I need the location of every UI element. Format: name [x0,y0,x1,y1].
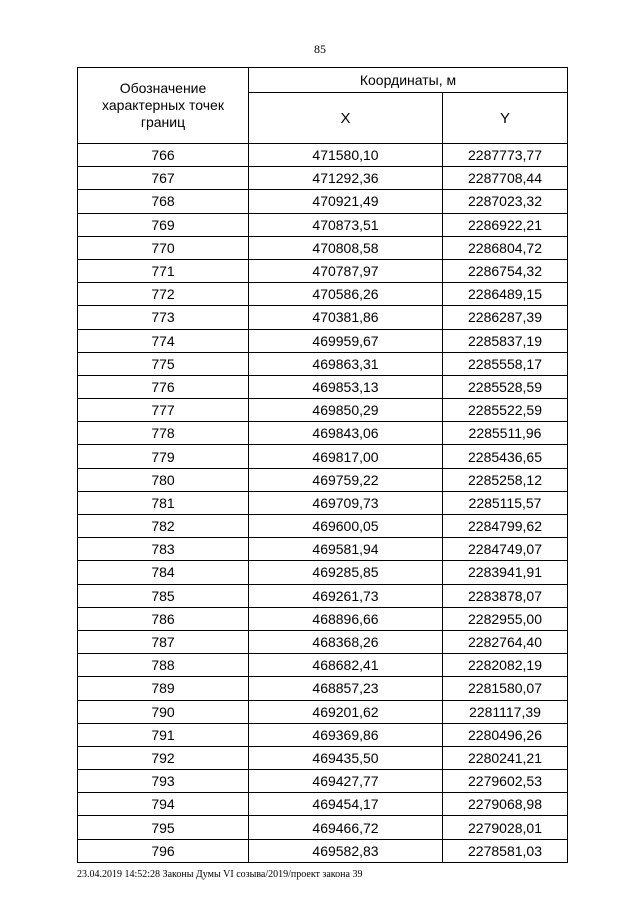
y-coordinate-cell: 2287708,44 [443,167,568,190]
point-number-cell: 783 [78,538,249,561]
point-number-cell: 769 [78,213,249,236]
table-row [78,306,568,329]
table-row [78,700,568,723]
table-row [78,677,568,700]
x-coordinate-cell: 469261,73 [249,584,443,607]
x-coordinate-cell: 469843,06 [249,422,443,445]
point-number-cell: 781 [78,491,249,514]
x-coordinate-cell: 469201,62 [249,700,443,723]
point-number-cell: 770 [78,236,249,259]
table-row [78,144,568,167]
table-row [78,607,568,630]
document-footer: 23.04.2019 14:52:28 Законы Думы VI созыва/2019/проект закона 39 [77,869,363,880]
table-row [78,468,568,491]
x-coordinate-cell: 469369,86 [249,723,443,746]
point-number-cell: 768 [78,190,249,213]
x-coordinate-cell: 470381,86 [249,306,443,329]
y-coordinate-cell: 2284749,07 [443,538,568,561]
table-row [78,839,568,862]
table-row [78,236,568,259]
x-coordinate-cell: 470921,49 [249,190,443,213]
x-coordinate-cell: 470787,97 [249,259,443,282]
y-coordinate-cell: 2283941,91 [443,561,568,584]
x-coordinate-cell: 469759,22 [249,468,443,491]
header-point-designation: Обозначение характерных точек границ [78,68,249,144]
y-coordinate-cell: 2285436,65 [443,445,568,468]
y-coordinate-cell: 2281117,39 [443,700,568,723]
table-row [78,491,568,514]
header-x: X [249,93,443,144]
point-number-cell: 777 [78,399,249,422]
point-number-cell: 787 [78,630,249,653]
y-coordinate-cell: 2285115,57 [443,491,568,514]
table-row [78,630,568,653]
point-number-cell: 794 [78,793,249,816]
point-number-cell: 771 [78,259,249,282]
y-coordinate-cell: 2282955,00 [443,607,568,630]
table-row [78,375,568,398]
x-coordinate-cell: 468682,41 [249,654,443,677]
x-coordinate-cell: 468896,66 [249,607,443,630]
y-coordinate-cell: 2280241,21 [443,746,568,769]
x-coordinate-cell: 469850,29 [249,399,443,422]
y-coordinate-cell: 2287773,77 [443,144,568,167]
y-coordinate-cell: 2286287,39 [443,306,568,329]
x-coordinate-cell: 469285,85 [249,561,443,584]
x-coordinate-cell: 471580,10 [249,144,443,167]
y-coordinate-cell: 2278581,03 [443,839,568,862]
table-row [78,213,568,236]
y-coordinate-cell: 2285837,19 [443,329,568,352]
y-coordinate-cell: 2287023,32 [443,190,568,213]
table-row [78,515,568,538]
y-coordinate-cell: 2281580,07 [443,677,568,700]
x-coordinate-cell: 469435,50 [249,746,443,769]
y-coordinate-cell: 2283878,07 [443,584,568,607]
table-row [78,816,568,839]
y-coordinate-cell: 2285558,17 [443,352,568,375]
point-number-cell: 785 [78,584,249,607]
x-coordinate-cell: 469863,31 [249,352,443,375]
table-row [78,561,568,584]
page-number: 85 [314,42,326,56]
point-number-cell: 766 [78,144,249,167]
table-body [78,144,568,863]
coordinates-table [77,67,568,863]
x-coordinate-cell: 469709,73 [249,491,443,514]
point-number-cell: 784 [78,561,249,584]
point-number-cell: 774 [78,329,249,352]
point-number-cell: 790 [78,700,249,723]
x-coordinate-cell: 469454,17 [249,793,443,816]
y-coordinate-cell: 2282082,19 [443,654,568,677]
point-number-cell: 773 [78,306,249,329]
x-coordinate-cell: 468368,26 [249,630,443,653]
point-number-cell: 779 [78,445,249,468]
table-row [78,399,568,422]
point-number-cell: 786 [78,607,249,630]
point-number-cell: 796 [78,839,249,862]
table-row [78,793,568,816]
y-coordinate-cell: 2286754,32 [443,259,568,282]
point-number-cell: 775 [78,352,249,375]
x-coordinate-cell: 470873,51 [249,213,443,236]
point-number-cell: 791 [78,723,249,746]
y-coordinate-cell: 2285522,59 [443,399,568,422]
x-coordinate-cell: 471292,36 [249,167,443,190]
y-coordinate-cell: 2279068,98 [443,793,568,816]
y-coordinate-cell: 2286489,15 [443,283,568,306]
point-number-cell: 776 [78,375,249,398]
table-row [78,167,568,190]
table-row [78,352,568,375]
table-row [78,654,568,677]
x-coordinate-cell: 469600,05 [249,515,443,538]
y-coordinate-cell: 2284799,62 [443,515,568,538]
table-row [78,259,568,282]
y-coordinate-cell: 2285511,96 [443,422,568,445]
x-coordinate-cell: 470586,26 [249,283,443,306]
point-number-cell: 778 [78,422,249,445]
y-coordinate-cell: 2285528,59 [443,375,568,398]
table-header [78,68,568,144]
point-number-cell: 772 [78,283,249,306]
point-number-cell: 793 [78,770,249,793]
y-coordinate-cell: 2286804,72 [443,236,568,259]
x-coordinate-cell: 469427,77 [249,770,443,793]
x-coordinate-cell: 470808,58 [249,236,443,259]
y-coordinate-cell: 2279028,01 [443,816,568,839]
x-coordinate-cell: 469853,13 [249,375,443,398]
table-row [78,329,568,352]
point-number-cell: 782 [78,515,249,538]
point-number-cell: 767 [78,167,249,190]
point-number-cell: 788 [78,654,249,677]
x-coordinate-cell: 469959,67 [249,329,443,352]
x-coordinate-cell: 468857,23 [249,677,443,700]
table-row [78,584,568,607]
table-row [78,770,568,793]
point-number-cell: 789 [78,677,249,700]
y-coordinate-cell: 2280496,26 [443,723,568,746]
x-coordinate-cell: 469581,94 [249,538,443,561]
y-coordinate-cell: 2286922,21 [443,213,568,236]
point-number-cell: 792 [78,746,249,769]
table-row [78,723,568,746]
point-number-cell: 780 [78,468,249,491]
header-y: Y [443,93,568,144]
point-number-cell: 795 [78,816,249,839]
table-row [78,422,568,445]
y-coordinate-cell: 2279602,53 [443,770,568,793]
table-row [78,190,568,213]
table-row [78,538,568,561]
table-row [78,445,568,468]
x-coordinate-cell: 469466,72 [249,816,443,839]
y-coordinate-cell: 2282764,40 [443,630,568,653]
y-coordinate-cell: 2285258,12 [443,468,568,491]
table-row [78,746,568,769]
x-coordinate-cell: 469817,00 [249,445,443,468]
x-coordinate-cell: 469582,83 [249,839,443,862]
table-row [78,283,568,306]
header-coordinates-group: Координаты, м [249,68,568,93]
